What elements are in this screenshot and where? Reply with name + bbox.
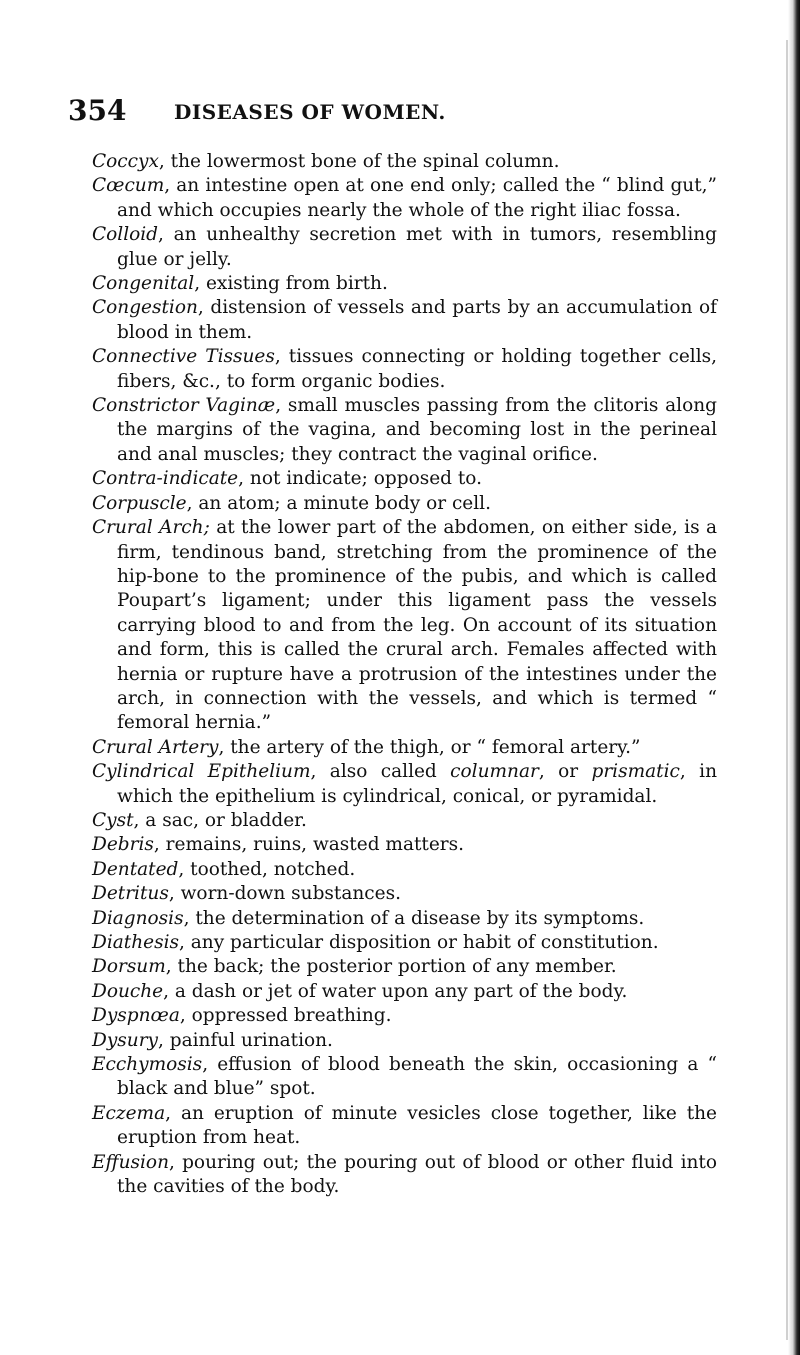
entry-definition: , the determination of a disease by its symptoms. [183, 907, 645, 929]
entry-term: Debris [92, 834, 154, 856]
entry-term: Congestion [92, 297, 198, 319]
entry-term: Dysury [92, 1029, 158, 1051]
entry-definition: , the back; the posterior portion of any member. [165, 956, 617, 978]
entry-term: Detritus [92, 883, 169, 905]
entry-term: Constrictor Vaginæ [92, 395, 276, 417]
entry-definition: , pouring out; the pouring out of blood or other fluid into the cavities of the body. [117, 1151, 717, 1198]
glossary-entry [92, 760, 717, 809]
book-edge-shadow [788, 0, 800, 1355]
glossary-entry [92, 150, 717, 174]
glossary-entry [92, 955, 717, 979]
entry-term: Cyst [92, 809, 134, 831]
glossary-entry [92, 980, 717, 1004]
entry-definition: , an atom; a minute body or cell. [186, 492, 491, 514]
page-number: 354 [68, 94, 127, 127]
entry-definition: , worn-down substances. [168, 883, 401, 905]
glossary-entry [92, 882, 717, 906]
entry-term: Diathesis [92, 932, 179, 953]
entry-term: Dentated [92, 858, 179, 880]
glossary-entry [92, 1029, 717, 1053]
entry-term: Ecchymosis [92, 1054, 203, 1076]
running-head: DISEASES OF WOMEN. [174, 100, 446, 124]
entry-term: Coccyx [92, 151, 159, 172]
glossary-entry [92, 516, 717, 736]
glossary-entry [92, 223, 717, 272]
entry-term: Dorsum [92, 956, 166, 978]
glossary-entry [92, 467, 717, 491]
glossary-entry [92, 272, 717, 296]
entry-term: Cylindrical Epithelium [92, 761, 311, 783]
entry-definition: , any particular disposition or habit of constitution. [178, 932, 659, 953]
entry-term: Corpuscle [92, 492, 187, 514]
glossary-entry [92, 907, 717, 931]
glossary-entry [92, 809, 717, 833]
page-header [68, 94, 708, 134]
entry-definition: , tissues connecting or holding together cells, fibers, &c., to form organic bodies. [117, 346, 717, 392]
glossary-entry [92, 1151, 717, 1200]
entry-definition: , the artery of the thigh, or “ femoral artery.” [218, 736, 641, 758]
entry-term: Douche [92, 980, 164, 1002]
entry-definition: at the lower part of the abdomen, on either side, is a firm, tendinous band, stretching from the prominence of the hip-bone to the prominence of the pubis, and which is called Poupart’s ligament; under this ligament pass the vessels carrying blood to and from the leg. On account of its situation and form, this is called the crural arch. Females affected with hernia or rupture have a protrusion of the intestines under the arch, in connection with the vessels, and which is termed “ femoral hernia.” [117, 517, 718, 734]
glossary-entries [92, 150, 717, 1199]
glossary-entry [92, 394, 717, 467]
entry-definition-cont: , in which the epithelium is cylindrical, conical, or pyramidal. [117, 761, 717, 807]
glossary-entry [92, 1102, 717, 1151]
entry-definition-cont: , or [538, 761, 592, 783]
glossary-entry [92, 833, 717, 857]
entry-definition: , small muscles passing from the clitoris along the margins of the vagina, and becoming lost in the perineal and anal muscles; they contract the vaginal orifice. [117, 395, 717, 465]
entry-definition: , remains, ruins, wasted matters. [153, 834, 465, 856]
glossary-entry [92, 492, 717, 516]
entry-definition: , distension of vessels and parts by an accumulation of blood in them. [117, 297, 717, 343]
glossary-entry [92, 1004, 717, 1028]
entry-definition: , oppressed breathing. [179, 1005, 392, 1027]
entry-definition: , painful urination. [158, 1029, 333, 1051]
entry-term: Cœcum [92, 175, 165, 197]
entry-term: Colloid [92, 224, 159, 246]
glossary-entry [92, 296, 717, 345]
entry-term: Connective Tissues [92, 346, 275, 368]
entry-term: Dyspnœa [92, 1005, 180, 1027]
entry-definition: , not indicate; opposed to. [238, 468, 483, 490]
glossary-entry [92, 345, 717, 394]
entry-term: Contra-indicate [92, 468, 239, 490]
entry-definition: , a dash or jet of water upon any part of the body. [163, 980, 628, 1002]
entry-definition: , existing from birth. [194, 273, 388, 295]
entry-definition: , an eruption of minute vesicles close together, like the eruption from heat. [117, 1102, 717, 1149]
glossary-entry [92, 736, 717, 760]
entry-alt-term: columnar [450, 761, 539, 783]
entry-definition: , an unhealthy secretion met with in tumors, resembling glue or jelly. [117, 224, 717, 270]
entry-definition: , an intestine open at one end only; called the “ blind gut,” and which occupies nearly the whole of the right iliac fossa. [117, 175, 717, 221]
entry-term: Congenital [92, 273, 195, 295]
entry-term: Diagnosis [92, 907, 184, 929]
entry-term: Crural Artery [92, 736, 219, 758]
glossary-entry [92, 1053, 717, 1102]
entry-definition: , toothed, notched. [178, 858, 356, 880]
glossary-entry [92, 174, 717, 223]
entry-definition: , a sac, or bladder. [133, 809, 307, 831]
entry-definition: , the lowermost bone of the spinal column. [158, 151, 560, 172]
entry-term: Effusion [92, 1151, 169, 1173]
entry-definition: , also called [310, 761, 451, 783]
glossary-entry [92, 858, 717, 882]
entry-term: Crural Arch; [92, 517, 210, 539]
glossary-entry [92, 931, 717, 955]
entry-alt-term: prismatic [591, 761, 680, 783]
entry-term: Eczema [92, 1102, 166, 1124]
entry-definition: , effusion of blood beneath the skin, occasioning a “ black and blue” spot. [117, 1054, 717, 1100]
